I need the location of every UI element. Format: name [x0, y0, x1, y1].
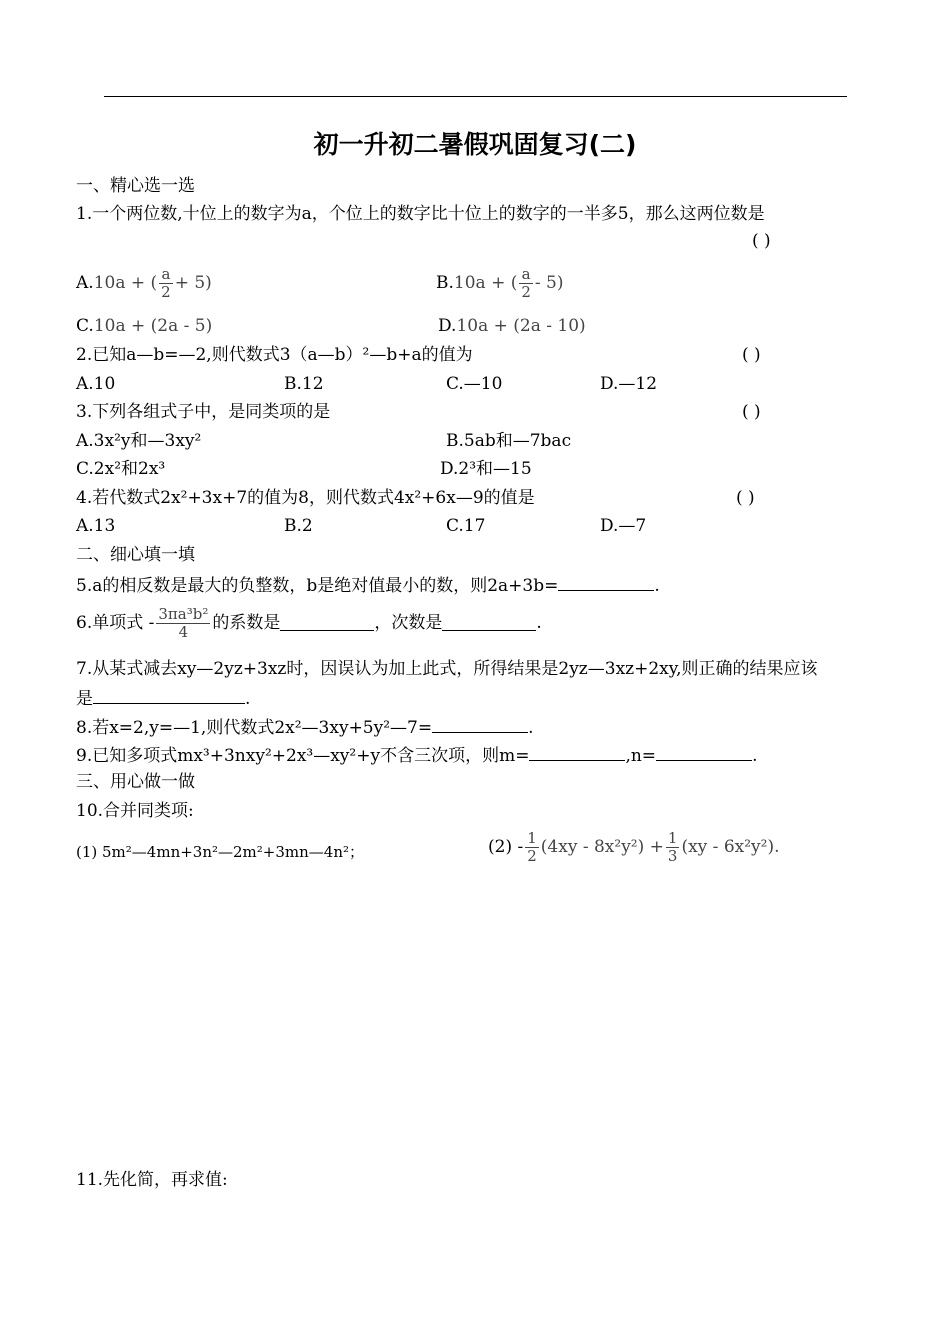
- question-3-option-c: C.2x²和2x³: [76, 459, 166, 479]
- question-8: 8.若x=2,y=—1,则代数式2x²—3xy+5y²—7= .: [76, 718, 534, 738]
- answer-blank-n[interactable]: [656, 746, 752, 761]
- question-2-option-d: D.—12: [600, 374, 658, 394]
- answer-blank[interactable]: [432, 718, 528, 733]
- question-3-option-d: D.2³和—15: [440, 459, 532, 479]
- question-3-answer-paren: ( ): [742, 402, 761, 422]
- section-heading-3: 三、用心做一做: [76, 772, 195, 792]
- question-4-stem: 4.若代数式2x²+3x+7的值为8，则代数式4x²+6x—9的值是: [76, 488, 535, 508]
- question-2-option-c: C.—10: [446, 374, 503, 394]
- answer-blank[interactable]: [558, 576, 654, 591]
- question-2-option-a: A.10: [76, 374, 116, 394]
- question-2-stem: 2.已知a—b=—2,则代数式3（a—b）²—b+a的值为: [76, 345, 473, 365]
- question-2-option-b: B.12: [284, 374, 324, 394]
- question-1-option-c: C.10a + (2a - 5): [76, 316, 213, 336]
- question-4-option-d: D.—7: [600, 516, 647, 536]
- question-7-line-1: 7.从某式减去xy—2yz+3xz时，因误认为加上此式，所得结果是2yz—3xz+2xy,则正确的结果应该: [76, 659, 818, 679]
- question-7-line-2: 是 .: [76, 689, 251, 709]
- question-3-option-b: B.5ab和—7bac: [446, 431, 572, 451]
- question-10-part-1: (1) 5m²—4mn+3n²—2m²+3mn—4n²；: [76, 843, 365, 861]
- section-heading-1: 一、精心选一选: [76, 176, 195, 196]
- question-2-answer-paren: ( ): [742, 345, 761, 365]
- question-3-stem: 3.下列各组式子中，是同类项的是: [76, 402, 331, 422]
- question-6: 6.单项式 - $\frac{\text{3πa³b²}}{4}$ 的系数是 ，次数是 .: [76, 605, 542, 641]
- question-4-option-b: B.2: [284, 516, 313, 536]
- answer-blank-coefficient[interactable]: [280, 616, 374, 631]
- answer-blank[interactable]: [93, 689, 245, 704]
- question-4-option-a: A.13: [76, 516, 116, 536]
- question-11-stem: 11.先化简，再求值:: [76, 1170, 228, 1190]
- question-1-option-d: D.10a + (2a - 10): [438, 316, 586, 336]
- answer-blank-degree[interactable]: [442, 616, 536, 631]
- question-4-option-c: C.17: [446, 516, 486, 536]
- question-3-option-a: A.3x²y和—3xy²: [76, 431, 202, 451]
- top-rule: [104, 96, 847, 97]
- question-1-option-a: A.10a + ( $\frac{a}{2}$ + 5): [76, 265, 212, 301]
- question-4-answer-paren: ( ): [736, 488, 755, 508]
- page-title: 初一升初二暑假巩固复习(二): [313, 130, 637, 159]
- answer-blank-m[interactable]: [529, 746, 625, 761]
- question-1-stem: 1.一个两位数,十位上的数字为a，个位上的数字比十位上的数字的一半多5，那么这两位数是: [76, 204, 765, 224]
- question-10-part-2: (2) - $\frac{1}{2}$ (4xy - 8x²y²) + $\frac{1}{3}$ (xy - 6x²y²).: [488, 829, 780, 865]
- question-1-option-b: B.10a + ( $\frac{a}{2}$ - 5): [436, 265, 564, 301]
- question-10-stem: 10.合并同类项:: [76, 801, 194, 821]
- question-1-answer-paren: ( ): [752, 231, 771, 251]
- question-5: 5.a的相反数是最大的负整数，b是绝对值最小的数，则2a+3b= .: [76, 576, 660, 596]
- question-9: 9.已知多项式mx³+3nxy²+2x³—xy²+y不含三次项，则m= ,n= .: [76, 746, 758, 766]
- section-heading-2: 二、细心填一填: [76, 545, 195, 565]
